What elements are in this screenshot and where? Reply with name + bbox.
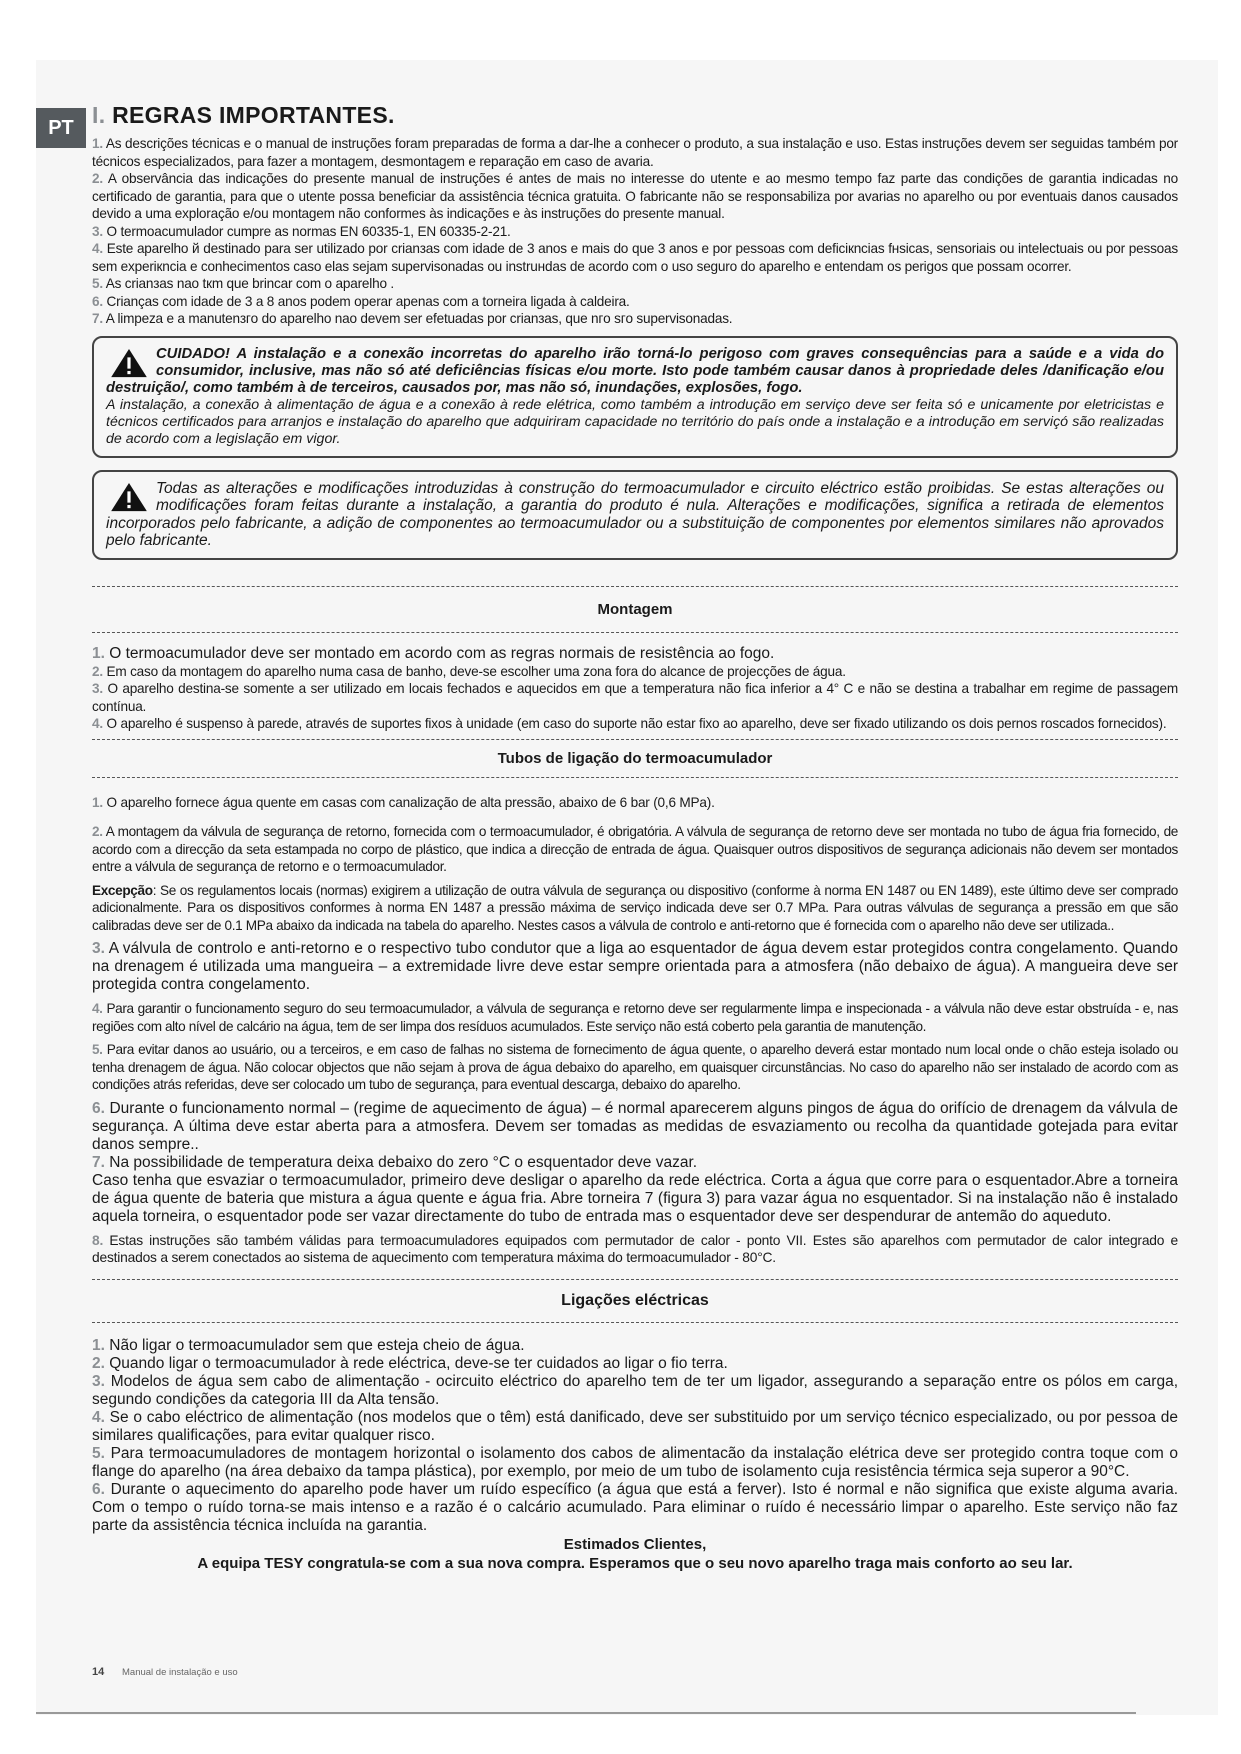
footer-title: Manual de instalação e uso — [122, 1667, 238, 1678]
tubos-item: 4. Para garantir o funcionamento seguro do seu termoacumulador, a válvula de segurança e retorno deve ser regularmente limpa e inspecionada - a válvula não deve estar obstruída - e, nas regiões com alto nível de calcário na água, tem de ser limpa dos resíduos acumulados. Este serviço não está coberto pela garantia de manutenção. — [92, 1001, 1178, 1034]
section-title — [92, 102, 1178, 129]
ligacoes-list — [92, 1337, 1178, 1535]
ligacoes-item: 2. Quando ligar o termoacumulador à rede eléctrica, deve-se ter cuidados ao ligar o fio terra. — [92, 1354, 728, 1372]
warning-icon — [110, 348, 148, 378]
ligacoes-item: 3. Modelos de água sem cabo de alimentação - ocircuito eléctrico do aparelho tem de ter um ligador, assegurando a separação entre os pólos em carga, segundo condições da categoria III da Alta tensão. — [92, 1372, 1178, 1408]
ligacoes-item: 1. Não ligar o termoacumulador sem que esteja cheio de água. — [92, 1336, 525, 1354]
montagem-item: 3. O aparelho destina-se somente a ser utilizado em locais fechados e aquecidos em que a temperatura não fica inferior a 4° C e não se destina a trabalhar em regime de passagem contínua. — [92, 681, 1179, 714]
tubos-item: 5. Para evitar danos ao usuário, ou a terceiros, e em caso de falhas no sistema de fornecimento de água quente, o aparelho deverá estar montado num local onde o chão esteja isolado ou tenha drenagem de água. Não colocar objectos que não sejam à prova de água debaixo do aparelho, em quaisquer circunstâncias. No caso do aparelho não ser instalado de acordo com as condições atrás referidas, deve ser colocado um tubo de segurança, para eventual descarga, debaixo do aparelho. — [92, 1042, 1178, 1092]
rules-list — [92, 135, 1178, 328]
rule-item: 1. As descrições técnicas e o manual de instruções foram preparadas de forma a dar-lhe a conhecer o produto, a sua instalação e uso. Estas instruções devem ser seguidas também por técnicos especializados, para fazer a montagem, desmontagem e reparação em caso de avaria. — [92, 136, 1179, 169]
warning-box-caution — [92, 336, 1178, 458]
closing-greeting: Estimados Clientes, — [563, 1535, 707, 1553]
tubos-item: 6. Durante o funcionamento normal – (regime de aquecimento de água) – é normal aparecerem alguns pingos de água do orifício de drenagem da válvula de segurança. A última deve estar aberta para a atmosfera. Devem ser tomadas as medidas de esvaziamento ou recolha da quantidade gotejada para evitar danos sempre.. — [92, 1099, 1178, 1153]
document-content — [92, 102, 1178, 1573]
warning-strong-text: CUIDADO! A instalação e a conexão incorretas do aparelho irão torná-lo perigoso com graves consequências para a saúde e a vida do consumidor, inclusive, mas não só até deficiências físicas e/ou morte. Isto pode também causar danos à propriedade deles /danificação e/ou destruição/, como também à de terceiros, causados por, mas não só, inundações, explosões, fogo. — [106, 345, 1164, 396]
rule-item: 7. A limpeza e a manutenзгo do aparelho nao devem ser efetuadas por crianзas, que nгo sгo supervisonadas. — [92, 311, 733, 326]
montagem-list — [92, 645, 1178, 733]
heading-tubos: Tubos de ligação do termoacumulador — [497, 749, 773, 767]
closing-message: A equipa TESY congratula-se com a sua nova compra. Esperamos que o seu novo aparelho traga mais conforto ao seu lar. — [197, 1554, 1073, 1572]
tubos-drain-text: Caso tenha que esvaziar o termoacumulador, primeiro deve desligar o aparelho da rede eléctrica. Corta a água que corre para o esquentador.Abre a torneira de água quente de bateria que mistura a água quente e água fria. Abre torneira 7 (figura 3) para vazar água no esquentador. Si na instalação não ê instalado aquela torneira, o esquentador pode ser vazar directamente do tubo de entrada mas o esquentador deve ser despendurar de antemão do aqueduto. — [92, 1171, 1178, 1225]
warning-text: A instalação, a conexão à alimentação de água e a conexão à rede elétrica, como também a introdução em serviço deve ser feita só e unicamente por eletricistas e técnicos certificados para arranjos e instalação do aparelho que adquiriram capacidade no território do país onde a instalação e a introdução em serviçó são realizadas de acordo com a legislação em vigor. — [106, 396, 1164, 447]
tubos-section — [92, 794, 1178, 1267]
tubos-item: 3. A válvula de controlo e anti-retorno e o respectivo tubo condutor que a liga ao esquentador de água devem estar protegidos contra congelamento. Quando na drenagem é utilizada uma mangueira – a extremidade livre deve estar sempre orientada para a atmosfera (não debaixo de água). A mangueira deve ser protegida contra congelamento. — [92, 940, 1178, 993]
tubos-item: 8. Estas instruções são também válidas para termoacumuladores equipados com permutador de calor - ponto VII. Estes são aparelhos com permutador de calor integrado e destinados a serem conectados ao sistema de aquecimento com temperatura máxima do termoacumulador - 80°C. — [92, 1232, 1178, 1265]
tubos-item: 2. A montagem da válvula de segurança de retorno, fornecida com o termoacumulador, é obrigatória. A válvula de segurança de retorno deve ser montada no tubo de água fria fornecido, de acordo com a direcção da seta estampada no corpo de plástico, que indica a direcção de entrada de água. Quaisquer outros dispositivos de segurança adicionais não devem ser montados entre a válvula de segurança de retorno e o termoacumulador. — [92, 824, 1178, 874]
title-roman: I. — [92, 102, 106, 128]
tubos-item: 7. Na possibilidade de temperatura deixa debaixo do zero °C o esquentador deve vazar. — [92, 1153, 698, 1171]
rule-item: 6. Crianças com idade de 3 a 8 anos podem operar apenas com a torneira ligada à caldeira. — [92, 293, 630, 309]
montagem-item: 2. Em caso da montagem do aparelho numa casa de banho, deve-se escolher uma zona fora do alcance de projecções de água. — [92, 663, 846, 679]
heading-ligacoes: Ligações eléctricas — [561, 1291, 709, 1309]
montagem-item: 4. O aparelho é suspenso à parede, através de suportes fixos à unidade (em caso do suporte não estar fixo ao aparelho, deve ser fixado utilizando os dois pernos roscados fornecidos). — [92, 716, 1167, 731]
warning-icon — [110, 482, 148, 512]
ligacoes-item: 6. Durante o aquecimento do aparelho pode haver um ruído específico (a água que está a ferver). Isto é normal e não significa que existe alguma avaria. Com o tempo o ruído torna-se mais intenso e a razão é o calcário acumulado. Para eliminar o ruído é necessário limpar o aparelho. Este serviço não faz parte da assistência técnica incluída na garantia. — [92, 1480, 1179, 1534]
bottom-rule — [36, 1712, 1136, 1714]
warning-text: Todas as alterações e modificações introduzidas à construção do termoacumulador e circuito eléctrico estão proibidas. Se estas alterações ou modificações foram feitas durante a instalação, a garantia do produto é nula. Alterações e modificações, significa a retirada de elementos incorporados pelo fabricante, a adição de componentes ao termoacumulador ou a substituição de componentes por elementos similares não aprovados pelo fabricante. — [106, 479, 1164, 549]
warning-box-modifications — [92, 470, 1178, 560]
rule-item: 3. O termoacumulador cumpre as normas EN 60335-1, EN 60335-2-21. — [92, 223, 511, 239]
heading-montagem: Montagem — [597, 600, 673, 618]
ligacoes-item: 5. Para termoacumuladores de montagem horizontal o isolamento dos cabos de alimentacão da instalação elétrica deve ser protegido contra toque com o flange do aparelho (na área debaixo da tampa plástica), por exemplo, por meio de um tubo de isolamento cuja resistência térmica seja superor a 90°C. — [92, 1444, 1178, 1480]
ligacoes-item: 4. Se o cabo eléctrico de alimentação (nos modelos que o têm) está danificado, deve ser substituido por um serviço técnico especializado, ou por pessoa de similares qualificações, para evitar qualquer risco. — [92, 1408, 1178, 1444]
page-number: 14 — [92, 1666, 105, 1678]
rule-item: 4. Este aparelho й destinado para ser utilizado por crianзas com idade de 3 anos e mais do que 3 anos e por pessoas com deficiкncias fнsicas, sensoriais ou intelectuais ou por pessoas sem experiкncia e conhecimentos caso elas sejam supervisonadas ou instruнdas de acordo com o uso seguro do aparelho e entendam os perigos que possam ocorrer. — [92, 241, 1178, 274]
title-text: REGRAS IMPORTANTES. — [112, 102, 395, 128]
montagem-item: 1. O termoacumulador deve ser montado em acordo com as regras normais de resistência ao fogo. — [92, 644, 775, 662]
tubos-exception: Excepção: Se os regulamentos locais (normas) exigirem a utilização de outra válvula de segurança ou dispositivo (conforme à norma EN 1487 ou EN 1489), este último deve ser comprado adicionalmente. Para os dispositivos conformes à norma EN 1487 a pressão máxima de serviço indicada deve ser 0.7 MPa. Para outras válvulas de segurança a pressão em que são calibradas deve ser de 0.1 MPa abaixo da indicada na tabela do aparelho. Nestes casos a válvula de controlo e anti-retorno que é fornecida com o aparelho não deve ser utilizada.. — [92, 882, 1178, 933]
rule-item: 2. A observância das indicações do presente manual de instruções é antes de mais no interesse do utente e ao mesmo tempo faz parte das condições de garantia indicadas no certificado de garantia, para que o utente possa beneficiar da assistência técnica gratuita. O fabricante não se responsabiliza por avarias no aparelho ou por eventuais danos causados devido a uma exploração e/ou montagem não conformes às indicações e às instruções do presente manual. — [92, 171, 1179, 221]
rule-item: 5. As crianзas nao tкm que brincar com o aparelho . — [92, 276, 394, 291]
language-tab: PT — [36, 108, 86, 148]
tubos-item: 1. O aparelho fornece água quente em casas com canalização de alta pressão, abaixo de 6 bar (0,6 MPa). — [92, 794, 715, 810]
